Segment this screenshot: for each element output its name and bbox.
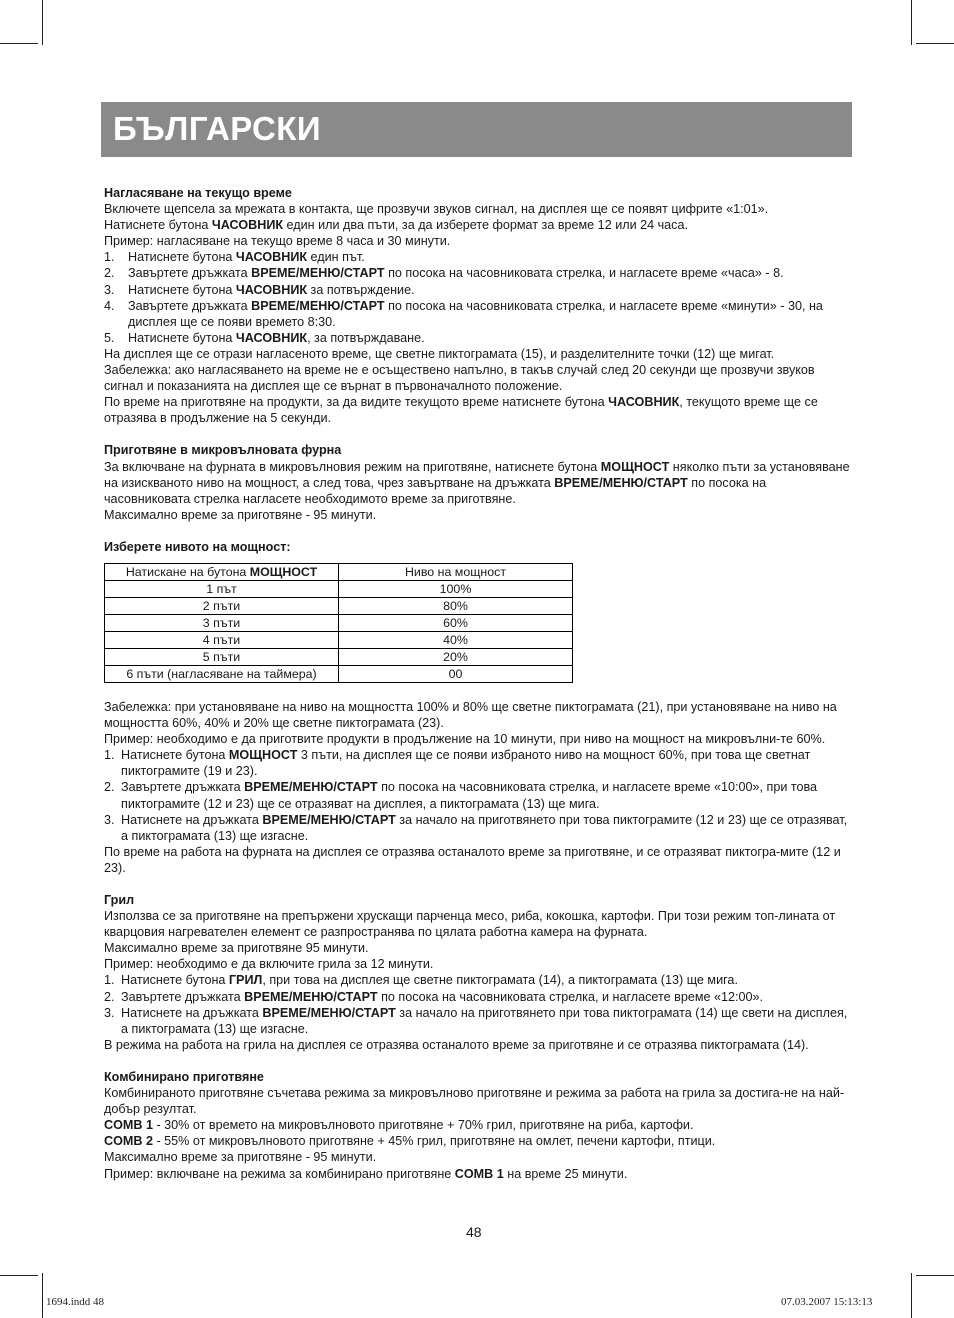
paragraph: Използва се за приготвяне на препържени хрускащи парченца месо, риба, кокошка, картофи. При този режим топ-лината от кварцовия нагревателен елемент се разпространява по цялата работна камера на фурната. bbox=[104, 909, 836, 940]
paragraph: Максимално време за приготвяне - 95 минути. bbox=[104, 1150, 377, 1165]
crop-mark bbox=[42, 0, 43, 45]
table-row bbox=[105, 614, 573, 631]
paragraph: COMB 2 - 55% от микровълновото приготвяне + 45% грил, приготвяне на омлет, печени картофи, птици. bbox=[104, 1134, 716, 1149]
list-item: 2. Завъртете дръжката ВРЕМЕ/МЕНЮ/СТАРТ по посока на часовниковата стрелка, и нагласете време «12:00». bbox=[104, 989, 764, 1004]
table-cell: 1 път bbox=[105, 580, 339, 597]
table-header-cell: Ниво на мощност bbox=[339, 563, 573, 580]
paragraph: COMB 1 - 30% от времето на микровълновото приготвяне + 70% грил, приготвяне на риба, картофи. bbox=[104, 1118, 694, 1133]
paragraph: Пример: необходимо е да включите грила за 12 минути. bbox=[104, 957, 434, 972]
paragraph: Забележка: ако нагласяването на време не е осъществено напълно, в такъв случай след 20 секунди ще прозвучи звуков сигнал и показанията на дисплея ще се върнат в първоначалното положение. bbox=[104, 363, 815, 394]
paragraph: Максимално време за приготвяне - 95 минути. bbox=[104, 507, 377, 522]
table-cell: 6 пъти (нагласяване на таймера) bbox=[105, 665, 339, 682]
crop-mark bbox=[911, 1273, 912, 1318]
crop-mark bbox=[0, 43, 38, 44]
section-title-microwave: Приготвяне в микровълновата фурна bbox=[104, 443, 342, 458]
table-cell: 80% bbox=[339, 597, 573, 614]
steps-list-grill bbox=[104, 972, 854, 1036]
list-item: 3. Натиснете на дръжката ВРЕМЕ/МЕНЮ/СТАРТ за начало на приготвянето при това пиктограмата (14) ще свети на дисплея, а пиктограмата (13) ще изгасне. bbox=[104, 1005, 848, 1036]
list-item: 3. Натиснете бутона ЧАСОВНИК за потвърждение. bbox=[104, 282, 415, 297]
table-cell: 40% bbox=[339, 631, 573, 648]
language-header bbox=[101, 102, 852, 157]
paragraph: Забележка: при установяване на ниво на мощността 100% и 80% ще светне пиктограмата (21), при установяване на ниво на мощността 60%, 40% и 20% ще светне пиктограмата (23). bbox=[104, 699, 837, 731]
table-cell: 20% bbox=[339, 648, 573, 665]
list-item: 1. Натиснете бутона ГРИЛ, при това на дисплея ще светне пиктограмата (14), а пиктограмата (13) ще мига. bbox=[104, 973, 738, 988]
table-cell: 2 пъти bbox=[105, 597, 339, 614]
paragraph: По време на работа на фурната на дисплея се отразява останалото време за приготвяне, и се отразяват пиктогра-мите (12 и 23). bbox=[104, 844, 841, 875]
paragraph: За включване на фурната в микровълновия режим на приготвяне, натиснете бутона МОЩНОСТ няколко пъти за установяване на изискваното ниво на мощност, а след това, чрез завъртване на дръжката ВРЕМЕ/МЕНЮ/СТАРТ по посока на часовниковата стрелка нагласете необходимото време за приготвяне. bbox=[104, 459, 850, 506]
table-row bbox=[105, 631, 573, 648]
page-content bbox=[104, 185, 854, 1182]
list-item: 1. Натиснете бутона ЧАСОВНИК един път. bbox=[104, 250, 365, 265]
crop-mark bbox=[911, 0, 912, 45]
page-number: 48 bbox=[466, 1224, 482, 1240]
crop-mark bbox=[916, 1275, 954, 1276]
paragraph: Максимално време за приготвяне 95 минути. bbox=[104, 941, 369, 956]
section-title-grill: Грил bbox=[104, 893, 135, 907]
section-title-combo: Комбинирано приготвяне bbox=[104, 1069, 264, 1084]
paragraph: Пример: включване на режима за комбинирано приготвяне COMB 1 на време 25 минути. bbox=[104, 1166, 628, 1181]
paragraph: Натиснете бутона ЧАСОВНИК един или два пъти, за да изберете формат за време 12 или 24 часа. bbox=[104, 218, 688, 233]
table-cell: 00 bbox=[339, 665, 573, 682]
list-item: 2. Завъртете дръжката ВРЕМЕ/МЕНЮ/СТАРТ по посока на часовниковата стрелка, и нагласете време «часа» - 8. bbox=[104, 266, 784, 281]
table-header-cell: Натискане на бутона МОЩНОСТ bbox=[105, 563, 339, 580]
steps-list-power bbox=[104, 747, 854, 844]
table-cell: 60% bbox=[339, 614, 573, 631]
paragraph: Пример: нагласяване на текущо време 8 часа и 30 минути. bbox=[104, 234, 451, 249]
table-cell: 4 пъти bbox=[105, 631, 339, 648]
paragraph: По време на приготвяне на продукти, за да видите текущото време натиснете бутона ЧАСОВНИК, текущото време ще се отразява в продължение на 5 секунди. bbox=[104, 395, 818, 426]
section-title-clock: Нагласяване на текущо време bbox=[104, 186, 292, 200]
table-row bbox=[105, 665, 573, 682]
steps-list-clock bbox=[104, 249, 854, 346]
crop-mark bbox=[916, 43, 954, 44]
paragraph: Пример: необходимо е да приготвите продукти в продължение на 10 минути, при ниво на мощност на микровълни-те 60%. bbox=[104, 732, 826, 747]
section-title-power: Изберете нивото на мощност: bbox=[104, 539, 291, 554]
print-slug-date: 07.03.2007 15:13:13 bbox=[781, 1296, 873, 1308]
list-item: 1. Натиснете бутона МОЩНОСТ 3 пъти, на дисплея ще се появи избраното ниво на мощност 60%, при това ще светнат пиктограмите (19 и 23). bbox=[104, 748, 811, 779]
list-item: 4. Завъртете дръжката ВРЕМЕ/МЕНЮ/СТАРТ по посока на часовниковата стрелка, и нагласете време «минути» - 30, на дисплея ще се появи времето 8:30. bbox=[104, 298, 823, 329]
crop-mark bbox=[42, 1273, 43, 1318]
table-cell: 5 пъти bbox=[105, 648, 339, 665]
paragraph: На дисплея ще се отрази нагласеното време, ще светне пиктограмата (15), и разделителните точки (12) ще мигат. bbox=[104, 346, 775, 361]
table-row bbox=[105, 580, 573, 597]
table-cell: 3 пъти bbox=[105, 614, 339, 631]
table-row bbox=[105, 648, 573, 665]
print-slug-file: 1694.indd 48 bbox=[46, 1296, 105, 1308]
power-level-table bbox=[104, 563, 573, 683]
paragraph: Включете щепсела за мрежата в контакта, ще прозвучи звуков сигнал, на дисплея ще се появят цифрите «1:01». bbox=[104, 202, 769, 217]
table-cell: 100% bbox=[339, 580, 573, 597]
list-item: 3. Натиснете на дръжката ВРЕМЕ/МЕНЮ/СТАРТ за начало на приготвянето при това пиктограмите (12 и 23) ще се отразяват, а пиктограмата (13) ще изгасне. bbox=[104, 812, 848, 843]
paragraph: В режима на работа на грила на дисплея се отразява останалото време за приготвяне и се отразява пиктограмата (14). bbox=[104, 1037, 809, 1052]
table-row bbox=[105, 597, 573, 614]
table-header-row bbox=[105, 563, 573, 580]
crop-mark bbox=[0, 1275, 38, 1276]
list-item: 2. Завъртете дръжката ВРЕМЕ/МЕНЮ/СТАРТ по посока на часовниковата стрелка, и нагласете време «10:00», при това пиктограмите (12 и 23) ще се отразяват на дисплея, а пиктограмата (13) ще мига. bbox=[104, 780, 818, 811]
list-item: 5. Натиснете бутона ЧАСОВНИК, за потвърждаване. bbox=[104, 330, 425, 345]
paragraph: Комбинираното приготвяне съчетава режима за микровълново приготвяне и режима за работа на грила за достига-не на най-добър резултат. bbox=[104, 1086, 845, 1117]
header-title: БЪЛГАРСКИ bbox=[113, 110, 322, 147]
